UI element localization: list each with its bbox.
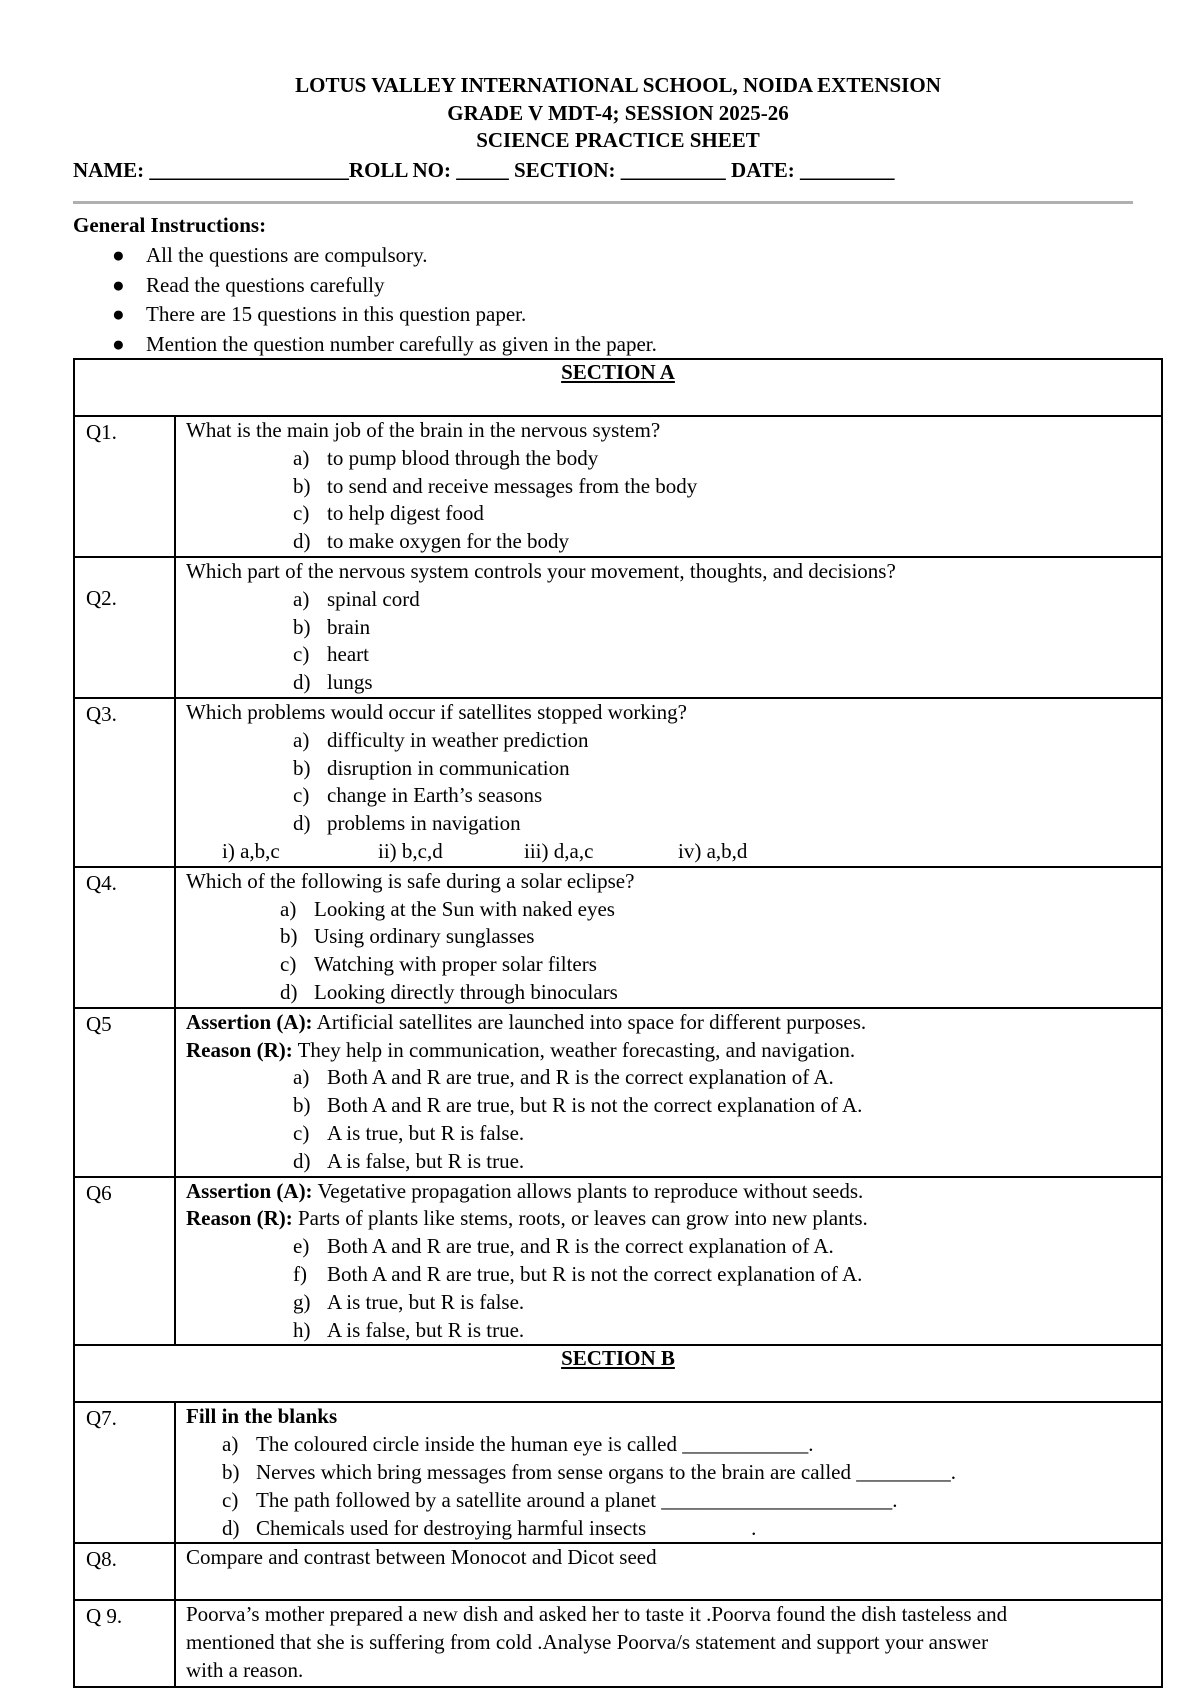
instruction-item: ● Read the questions carefully — [108, 271, 657, 301]
sheet-title: SCIENCE PRACTICE SHEET — [476, 128, 760, 152]
option: d) problems in navigation — [293, 811, 521, 836]
question-number: Q1. — [74, 416, 175, 557]
question-number: Q5 — [74, 1008, 175, 1177]
bullet-icon: ● — [112, 243, 125, 267]
section-b-row — [74, 1345, 1162, 1402]
question-body — [175, 416, 1162, 557]
option: g) A is true, but R is false. — [293, 1289, 525, 1314]
question-body — [175, 1543, 1162, 1600]
question-text: Which problems would occur if satellites stopped working? — [186, 700, 687, 724]
combo-option: iv) a,b,d — [678, 838, 748, 863]
question-body — [175, 1177, 1162, 1346]
option: d) Looking directly through binoculars — [280, 979, 618, 1004]
question-text: Compare and contrast between Monocot and Dicot seed — [186, 1545, 657, 1570]
question-body — [175, 557, 1162, 698]
blank-item: b) Nerves which bring messages from sense organs to the brain are called _________. — [222, 1459, 957, 1484]
student-details-line: NAME: ___________________ROLL NO: _____ SECTION: __________ DATE: _________ — [73, 158, 895, 182]
section-a-row — [74, 359, 1162, 416]
option: e) Both A and R are true, and R is the correct explanation of A. — [293, 1234, 834, 1259]
header-divider — [73, 201, 1133, 204]
question-row-q6 — [74, 1177, 1162, 1346]
question-text: What is the main job of the brain in the nervous system? — [186, 418, 661, 442]
fill-blanks-title: Fill in the blanks — [186, 1404, 338, 1429]
instruction-item: ● Mention the question number carefully as given in the paper. — [108, 330, 657, 360]
option: c) change in Earth’s seasons — [293, 783, 543, 808]
instruction-item: ● There are 15 questions in this question paper. — [108, 300, 657, 330]
question-row-q2 — [74, 557, 1162, 698]
question-number: Q8. — [74, 1543, 175, 1600]
question-number: Q2. — [74, 557, 175, 698]
question-row-q7 — [74, 1402, 1162, 1543]
question-number: Q6 — [74, 1177, 175, 1346]
option: d) to make oxygen for the body — [293, 529, 570, 554]
question-text: Which of the following is safe during a solar eclipse? — [186, 868, 635, 893]
instructions-title: General Instructions: — [73, 213, 267, 237]
question-text-line: Poorva’s mother prepared a new dish and asked her to taste it .Poorva found the dish tasteless and — [186, 1602, 1008, 1627]
questions-table — [73, 358, 1163, 1688]
option: a) Both A and R are true, and R is the correct explanation of A. — [293, 1065, 834, 1090]
option: b) disruption in communication — [293, 755, 570, 780]
option: a) difficulty in weather prediction — [293, 727, 589, 752]
question-body — [175, 1402, 1162, 1543]
combo-option: i) a,b,c — [222, 838, 280, 863]
school-name: LOTUS VALLEY INTERNATIONAL SCHOOL, NOIDA EXTENSION — [295, 73, 941, 97]
question-row-q3 — [74, 698, 1162, 867]
question-row-q5 — [74, 1008, 1162, 1177]
reason-line: Reason (R): Parts of plants like stems, roots, or leaves can grow into new plants. — [186, 1206, 868, 1231]
section-b-heading: SECTION B — [561, 1346, 675, 1371]
option: c) Watching with proper solar filters — [280, 952, 597, 977]
grade-session: GRADE V MDT-4; SESSION 2025-26 — [447, 100, 789, 125]
question-number: Q4. — [74, 867, 175, 1008]
question-row-q9 — [74, 1600, 1162, 1687]
assertion-line: Assertion (A): Artificial satellites are launched into space for different purposes. — [186, 1009, 867, 1034]
question-number: Q 9. — [74, 1600, 175, 1687]
option: d) lungs — [293, 670, 373, 695]
question-body — [175, 698, 1162, 867]
option: f) Both A and R are true, but R is not the correct explanation of A. — [293, 1261, 863, 1286]
option: c) to help digest food — [293, 501, 484, 526]
question-text-line: mentioned that she is suffering from cold .Analyse Poorva/s statement and support your answer — [186, 1630, 989, 1655]
option: c) A is true, but R is false. — [293, 1120, 525, 1145]
question-row-q8 — [74, 1543, 1162, 1600]
option: d) A is false, but R is true. — [293, 1148, 525, 1173]
blank-item: a) The coloured circle inside the human eye is called ____________. — [222, 1432, 814, 1457]
option: c) heart — [293, 642, 369, 667]
question-text: Which part of the nervous system controls your movement, thoughts, and decisions? — [186, 559, 896, 583]
blank-item: c) The path followed by a satellite around a planet ______________________. — [222, 1487, 898, 1512]
option: b) Using ordinary sunglasses — [280, 924, 535, 949]
bullet-icon: ● — [112, 331, 125, 356]
combo-option: iii) d,a,c — [524, 838, 594, 863]
instructions-list — [108, 241, 657, 359]
assertion-line: Assertion (A): Vegetative propagation allows plants to reproduce without seeds. — [186, 1178, 864, 1203]
worksheet-header — [73, 72, 1163, 155]
option: a) to pump blood through the body — [293, 445, 599, 470]
option: b) to send and receive messages from the body — [293, 473, 698, 498]
bullet-icon: ● — [112, 272, 125, 297]
question-body — [175, 1008, 1162, 1177]
question-number: Q7. — [74, 1402, 175, 1543]
question-text-line: with a reason. — [186, 1657, 304, 1682]
answer-combinations — [186, 838, 1161, 866]
option: a) spinal cord — [293, 586, 420, 611]
option: h) A is false, but R is true. — [293, 1317, 525, 1342]
question-body — [175, 867, 1162, 1008]
question-number: Q3. — [74, 698, 175, 867]
combo-option: ii) b,c,d — [378, 838, 443, 863]
section-a-heading: SECTION A — [561, 360, 675, 384]
option: b) brain — [293, 614, 371, 639]
bullet-icon: ● — [112, 302, 125, 326]
blank-item: d) Chemicals used for destroying harmful insects . — [222, 1515, 757, 1540]
question-body — [175, 1600, 1162, 1687]
question-row-q4 — [74, 867, 1162, 1008]
question-row-q1 — [74, 416, 1162, 557]
option: b) Both A and R are true, but R is not the correct explanation of A. — [293, 1093, 863, 1118]
instruction-item: ● All the questions are compulsory. — [108, 241, 657, 271]
option: a) Looking at the Sun with naked eyes — [280, 896, 615, 921]
reason-line: Reason (R): They help in communication, weather forecasting, and navigation. — [186, 1037, 856, 1062]
